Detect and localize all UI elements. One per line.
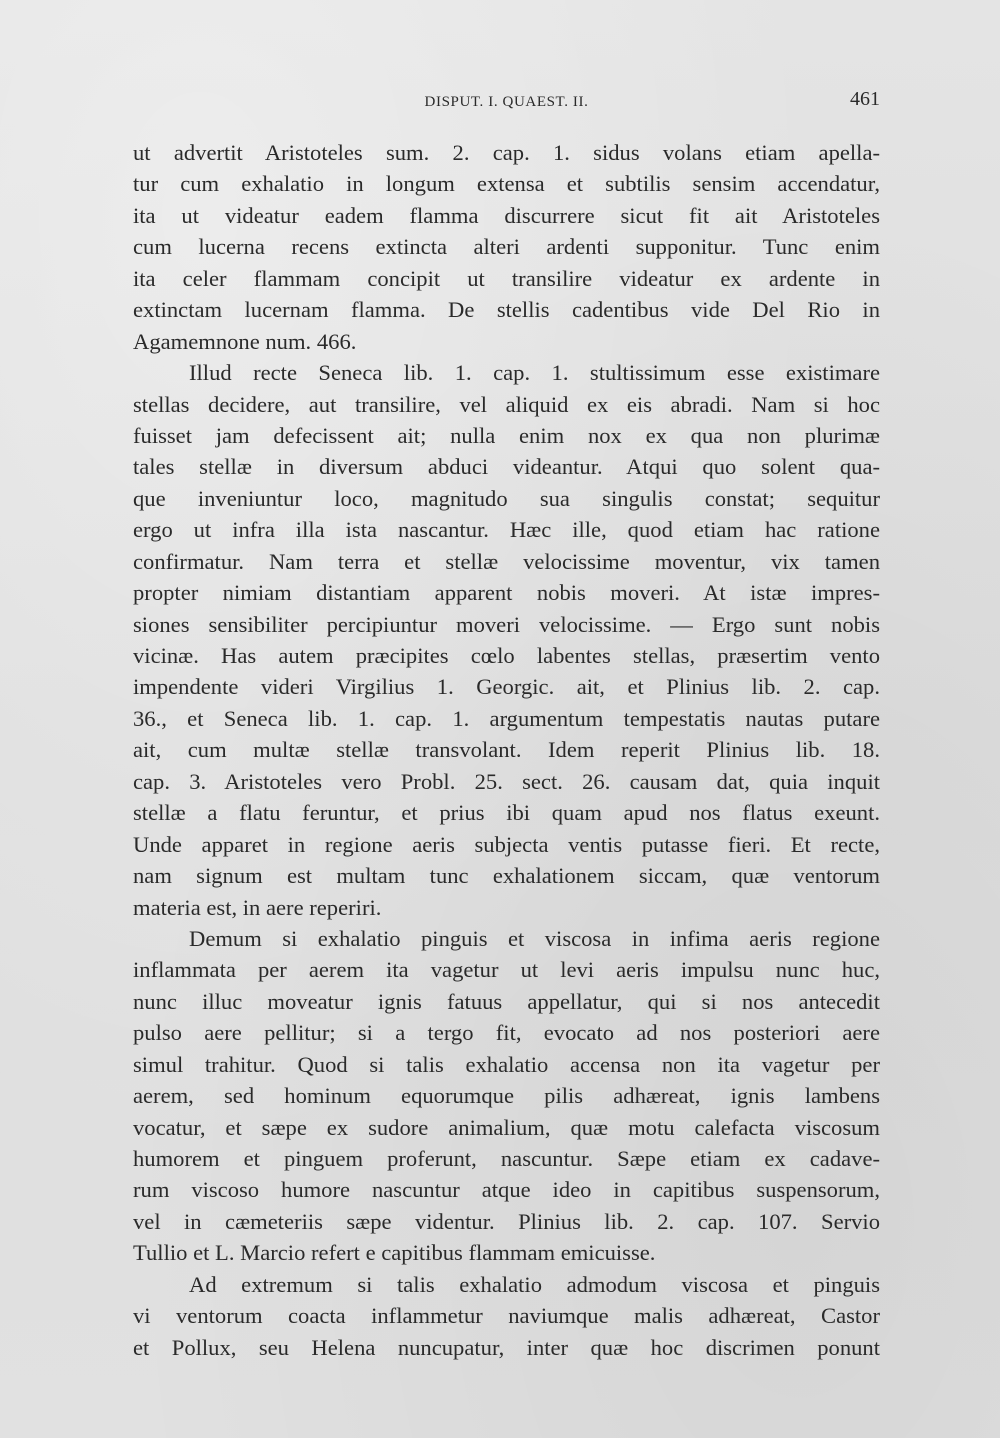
text-line: nunc illuc moveatur ignis fatuus appellatur, qui si nos antecedit [133, 988, 880, 1014]
running-header [133, 88, 880, 114]
text-line: que inveniuntur loco, magnitudo sua singulis constat; sequitur [133, 485, 880, 511]
text-line: simul trahitur. Quod si talis exhalatio accensa non ita vagetur per [133, 1051, 880, 1077]
text-line: siones sensibiliter percipiuntur moveri velocissime. — Ergo sunt nobis [133, 611, 880, 637]
text-line: inflammata per aerem ita vagetur ut levi aeris impulsu nunc huc, [133, 957, 880, 983]
text-line: tur cum exhalatio in longum extensa et subtilis sensim accendatur, [133, 171, 880, 197]
text-line: Illud recte Seneca lib. 1. cap. 1. stultissimum esse existimare [189, 360, 880, 386]
text-line: Unde apparet in regione aeris subjecta ventis putasse fieri. Et recte, [133, 831, 880, 857]
text-line: stellas decidere, aut transilire, vel aliquid ex eis abradi. Nam si hoc [133, 391, 880, 417]
body-text [133, 137, 880, 1363]
text-line: vel in cæmeteriis sæpe videntur. Plinius lib. 2. cap. 107. Servio [133, 1208, 880, 1234]
text-line: nam signum est multam tunc exhalationem siccam, quæ ventorum [133, 863, 880, 889]
text-line: cum lucerna recens extincta alteri ardenti supponitur. Tunc enim [133, 234, 880, 260]
text-line: cap. 3. Aristoteles vero Probl. 25. sect. 26. causam dat, quia inquit [133, 768, 880, 794]
text-line: et Pollux, seu Helena nuncupatur, inter quæ hoc discrimen ponunt [133, 1334, 880, 1360]
text-line: ut advertit Aristoteles sum. 2. cap. 1. sidus volans etiam apella- [133, 140, 880, 165]
running-title: DISPUT. I. QUAEST. II. [424, 94, 589, 110]
text-line: Agamemnone num. 466. [133, 328, 357, 354]
text-line: ita ut videatur eadem flamma discurrere sicut fit ait Aristoteles [133, 202, 880, 228]
text-line: ait, cum multæ stellæ transvolant. Idem reperit Plinius lib. 18. [133, 737, 880, 763]
text-line: ergo ut infra illa ista nascantur. Hæc ille, quod etiam hac ratione [133, 517, 880, 543]
text-line: Tullio et L. Marcio refert e capitibus flammam emicuisse. [133, 1240, 656, 1266]
text-line: confirmatur. Nam terra et stellæ velocissime moventur, vix tamen [133, 548, 880, 574]
text-line: 36., et Seneca lib. 1. cap. 1. argumentum tempestatis nautas putare [133, 705, 880, 731]
text-line: Ad extremum si talis exhalatio admodum viscosa et pinguis [189, 1271, 880, 1297]
text-line: ita celer flammam concipit ut transilire videatur ex ardente in [133, 265, 880, 291]
page-number: 461 [850, 88, 880, 110]
text-line: vi ventorum coacta inflammetur naviumque malis adhæreat, Castor [133, 1303, 880, 1329]
text-line: stellæ a flatu feruntur, et prius ibi quam apud nos flatus exeunt. [133, 800, 880, 826]
text-line: fuisset jam defecissent ait; nulla enim nox ex qua non plurimæ [133, 422, 880, 448]
text-line: Demum si exhalatio pinguis et viscosa in infima aeris regione [189, 925, 880, 951]
text-line: pulso aere pellitur; si a tergo fit, evocato ad nos posteriori aere [133, 1020, 880, 1046]
text-line: vocatur, et sæpe ex sudore animalium, quæ motu calefacta viscosum [133, 1114, 880, 1140]
text-line: tales stellæ in diversum abduci videantur. Atqui quo solent qua- [133, 454, 880, 480]
text-line: aerem, sed hominum equorumque pilis adhæreat, ignis lambens [133, 1083, 880, 1109]
text-line: propter nimiam distantiam apparent nobis moveri. At istæ impres- [133, 580, 880, 606]
text-line: impendente videri Virgilius 1. Georgic. ait, et Plinius lib. 2. cap. [133, 674, 880, 700]
text-line: rum viscoso humore nascuntur atque ideo in capitibus suspensorum, [133, 1177, 880, 1203]
text-line: extinctam lucernam flamma. De stellis cadentibus vide Del Rio in [133, 297, 880, 323]
text-line: vicinæ. Has autem præcipites cœlo labentes stellas, præsertim vento [133, 643, 880, 668]
text-line: humorem et pinguem proferunt, nascuntur. Sæpe etiam ex cadave- [133, 1146, 880, 1171]
text-line: materia est, in aere reperiri. [133, 894, 382, 920]
